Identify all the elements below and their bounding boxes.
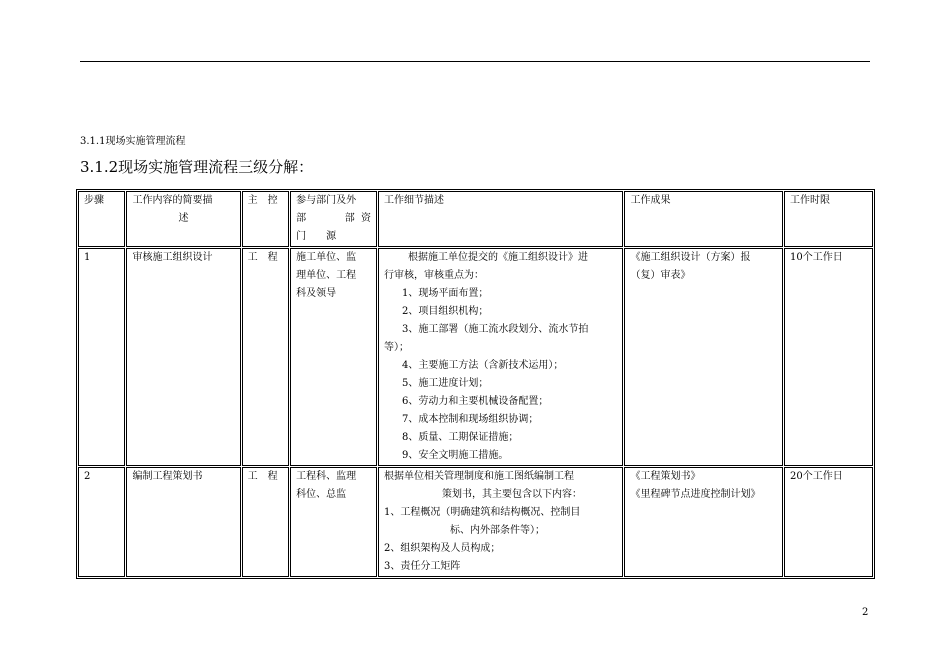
section-heading-3-1-1: 3.1.1现场实施管理流程 (80, 136, 186, 147)
cell-control: 工 程 (242, 467, 289, 577)
header-control: 主 控 (242, 191, 289, 247)
cell-time: 20个工作日 (784, 467, 873, 577)
table-header-row (78, 191, 873, 247)
section-heading-3-1-2: 3.1.2现场实施管理流程三级分解： (80, 158, 314, 176)
cell-content: 审核施工组织设计 (126, 248, 240, 466)
process-table (76, 189, 875, 579)
cell-step: 1 (78, 248, 125, 466)
header-step: 步骤 (78, 191, 125, 247)
cell-detail: 根据单位相关管理制度和施工图纸编制工程 策划书，其主要包含以下内容： 1、工程概况（明确建筑和结构概况、控制目 标、内外部条件等）； 2、组织架构及人员构成； 3、责任分工矩阵 (378, 467, 623, 577)
header-detail: 工作细节描述 (378, 191, 623, 247)
page-number: 2 (862, 607, 869, 618)
cell-detail: 根据施工单位提交的《施工组织设计》进 行审核，审核重点为： 1、现场平面布置； 2、项目组织机构； 3、施工部署（施工流水段划分、流水节拍 等）； 4、主要施工方法（含新技术运用）； 5、施工进度计划； 6、劳动力和主要机械设备配置； 7、成本控制和现场组织协调； 8、质量、工期保证措施； 9、安全文明施工措施。 (378, 248, 623, 466)
table-row (78, 248, 873, 466)
cell-departments: 工程科、监理 科位、总监 (290, 467, 377, 577)
cell-departments: 施工单位、监 理单位、工程 科及领导 (290, 248, 377, 466)
cell-time: 10个工作日 (784, 248, 873, 466)
cell-result: 《工程策划书》 《里程碑节点进度控制计划》 (624, 467, 783, 577)
cell-result: 《施工组织设计（方案）报 （复）审表》 (624, 248, 783, 466)
cell-content: 编制工程策划书 (126, 467, 240, 577)
header-time: 工作时限 (784, 191, 873, 247)
header-content: 工作内容的简要描 述 (126, 191, 240, 247)
header-rule (80, 61, 870, 62)
cell-control: 工 程 (242, 248, 289, 466)
table-row (78, 467, 873, 577)
cell-step: 2 (78, 467, 125, 577)
header-result: 工作成果 (624, 191, 783, 247)
header-departments: 参与部门及外 部 部资 门 源 (290, 191, 377, 247)
